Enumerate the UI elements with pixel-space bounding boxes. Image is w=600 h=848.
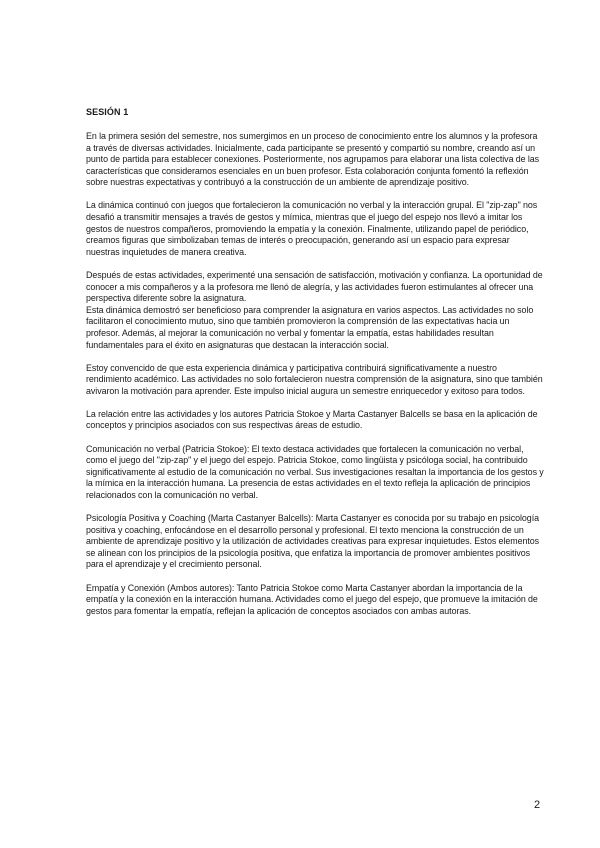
paragraph-intro: En la primera sesión del semestre, nos sumergimos en un proceso de conocimiento entre los alumnos y la profesora a través de diversas actividades. Inicialmente, cada participante se presentó y compartió su nombre, creando así un punto de partida para establecer conexiones. Posteriormente, nos agrupamos para elaborar una lista colectiva de las características que consideramos esenciales en un buen profesor. Esta colaboración conjunta fomentó la reflexión sobre nuestras expectativas y contribuyó a la construcción de un ambiente de aprendizaje positivo. — [86, 131, 540, 188]
paragraph-authors-relation: La relación entre las actividades y los autores Patricia Stokoe y Marta Castanyer Balcells se basa en la aplicación de conceptos y principios asociados con sus respectivas áreas de estudio. — [86, 408, 538, 431]
page-content — [86, 107, 544, 629]
paragraph-benefits: Esta dinámica demostró ser beneficioso para comprender la asignatura en varios aspectos. Las actividades no solo facilitaron el conocimiento mutuo, sino que también promovieron la comprensión de las expectativas hacia un profesor. Además, al mejorar la comunicación no verbal y fomentar la empatía, estas habilidades resultan fundamentales para el éxito en asignaturas que destacan la interacción social. — [86, 304, 534, 350]
paragraph-dynamics: La dinámica continuó con juegos que fortalecieron la comunicación no verbal y la interacción grupal. El "zip-zap" nos desafió a transmitir mensajes a través de gestos y mímica, mientras que el juego del espejo nos llevó a imitar los gestos de nuestros compañeros, promoviendo la empatía y la conexión. Finalmente, utilizando papel de periódico, creamos figuras que simbolizaban temas de interés o preocupación, generando así un espacio para expresar nuestras inquietudes de manera creativa. — [86, 200, 538, 257]
page-number: 2 — [534, 799, 541, 811]
paragraph-nonverbal-stokoe: Comunicación no verbal (Patricia Stokoe): El texto destaca actividades que fortalecen la comunicación no verbal, como el juego del "zip-zap" y el juego del espejo. Patricia Stokoe, como lingüista y psicóloga social, ha contribuido significativamente al estudio de la comunicación no verbal. Sus investigaciones resaltan la importancia de los gestos y la mímica en la interacción humana. La presencia de estas actividades en el texto refleja la aplicación de principios relacionados con la comunicación no verbal. — [86, 443, 544, 500]
paragraph-empathy-connection: Empatía y Conexión (Ambos autores): Tanto Patricia Stokoe como Marta Castanyer abordan la importancia de la empatía y la conexión en la interacción humana. Actividades como el juego del espejo, que promueve la imitación de gestos para fomentar la empatía, reflejan la aplicación de conceptos asociados con ambas autoras. — [86, 582, 538, 616]
paragraph-feelings: Después de estas actividades, experimenté una sensación de satisfacción, motivación y confianza. La oportunidad de conocer a mis compañeros y a la profesora me llenó de alegría, y las actividades fueron estimulantes al ofrecer una perspectiva diferente sobre la asignatura. — [86, 269, 543, 304]
paragraph-positive-psychology-castanyer: Psicología Positiva y Coaching (Marta Castanyer Balcells): Marta Castanyer es conocida por su trabajo en psicología positiva y coaching, enfocándose en el desarrollo personal y profesional. El texto menciona la construcción de un ambiente de aprendizaje positivo y la utilización de actividades creativas para expresar inquietudes. Estos elementos se alinean con los principios de la psicología positiva, que enfatiza la importancia de promover ambientes positivos para el aprendizaje y el crecimiento personal. — [86, 513, 540, 570]
section-heading: SESIÓN 1 — [86, 107, 129, 117]
paragraph-conviction: Estoy convencido de que esta experiencia dinámica y participativa contribuirá significativamente a nuestro rendimiento académico. Las actividades no solo fortalecieron nuestra comprensión de la asignatura, sino que también avivaron la motivación para aprender. Este impulso inicial augura un semestre enriquecedor y exitoso para todos. — [86, 362, 543, 396]
